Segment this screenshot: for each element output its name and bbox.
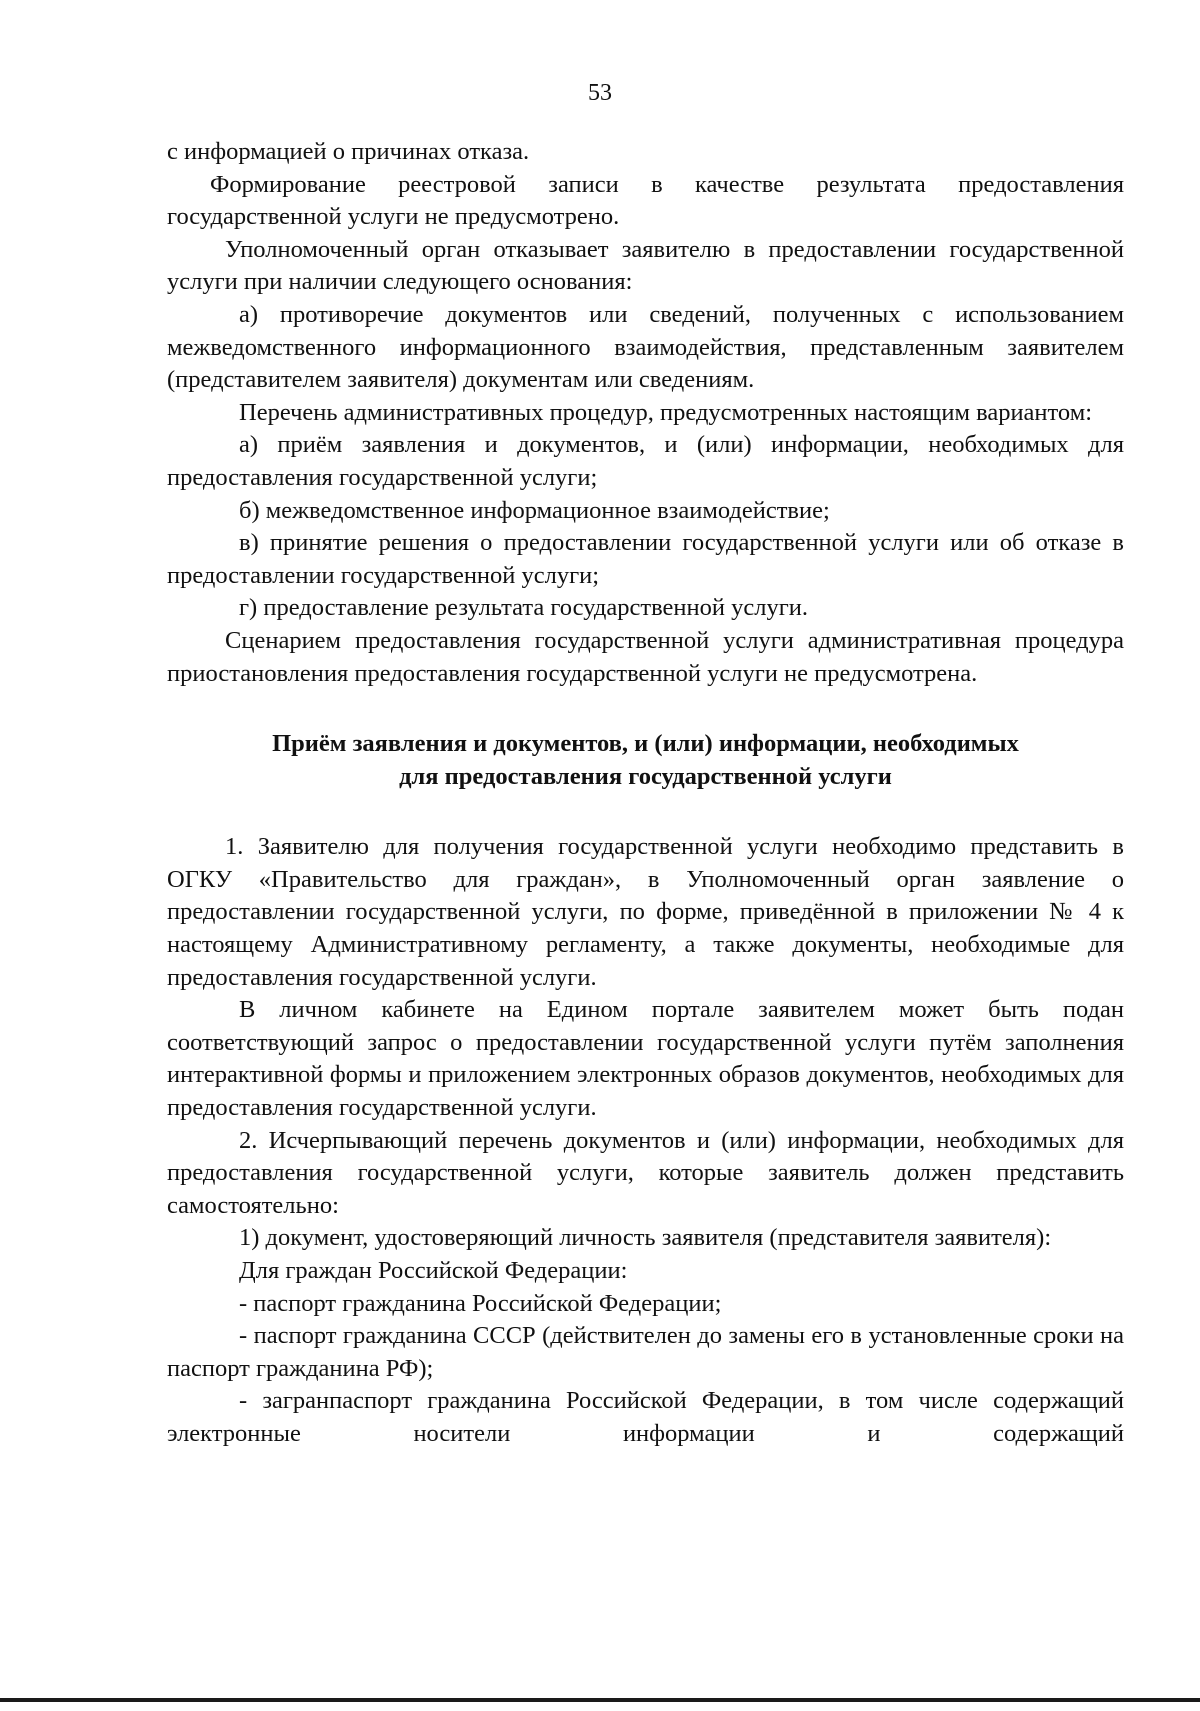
body-top: [167, 136, 1124, 690]
paragraph: 1) документ, удостоверяющий личность заявителя (представителя заявителя):: [239, 1224, 1052, 1252]
paragraph: в) принятие решения о предоставлении государственной услуги или об отказе в предоставлении государственной услуги;: [167, 529, 1124, 589]
paragraph: 1. Заявителю для получения государственной услуги необходимо представить в ОГКУ «Правительство для граждан», в Уполномоченный орган заявление о предоставлении государственной услуги, по форме, приведённой в приложении № 4 к настоящему Административному регламенту, а также документы, необходимые для предоставления государственной услуги.: [167, 833, 1124, 991]
paragraph: Сценарием предоставления государственной услуги административная процедура приостановления предоставления государственной услуги не предусмотрена.: [167, 626, 1124, 687]
paragraph: - загранпаспорт гражданина Российской Федерации, в том числе содержащий электронные носители информации и содержащий: [167, 1387, 1124, 1447]
paragraph: Для граждан Российской Федерации:: [239, 1257, 628, 1284]
paragraph: г) предоставление результата государственной услуги.: [239, 594, 808, 622]
paragraph: - паспорт гражданина Российской Федерации;: [239, 1289, 722, 1317]
paragraph: Уполномоченный орган отказывает заявителю в предоставлении государственной услуги при наличии следующего основания:: [167, 235, 1124, 296]
paragraph: - паспорт гражданина СССР (действителен до замены его в установленные сроки на паспорт гражданина РФ);: [167, 1322, 1124, 1382]
body-bottom: [167, 831, 1124, 1450]
document-body: [167, 136, 1124, 1451]
paragraph: а) противоречие документов или сведений, полученных с использованием межведомственного информационного взаимодействия, представленным заявителем (представителем заявителя) документам или сведениям.: [167, 300, 1124, 394]
paragraph: с информацией о причинах отказа.: [167, 138, 530, 165]
paragraph: В личном кабинете на Едином портале заявителем может быть подан соответствующий запрос о предоставлении государственной услуги путём заполнения интерактивной формы и приложением электронных образов документов, необходимых для предоставления государственной услуги.: [167, 996, 1124, 1122]
paragraph: б) межведомственное информационное взаимодействие;: [239, 496, 830, 524]
paragraph: а) приём заявления и документов, и (или) информации, необходимых для предоставления государственной услуги;: [167, 431, 1124, 491]
paragraph: Перечень административных процедур, предусмотренных настоящим вариантом:: [239, 398, 1093, 426]
paragraph: Формирование реестровой записи в качестве результата предоставления государственной услуги не предусмотрено.: [167, 170, 1124, 231]
bottom-scan-edge: [0, 1698, 1200, 1702]
page-number: 53: [588, 80, 612, 106]
section-heading-line-1: Приём заявления и документов, и (или) информации, необходимых: [272, 730, 1019, 758]
section-heading: [167, 728, 1124, 793]
paragraph: 2. Исчерпывающий перечень документов и (или) информации, необходимых для предоставления государственной услуги, которые заявитель должен представить самостоятельно:: [167, 1126, 1124, 1219]
section-heading-line-2: для предоставления государственной услуги: [399, 762, 892, 790]
